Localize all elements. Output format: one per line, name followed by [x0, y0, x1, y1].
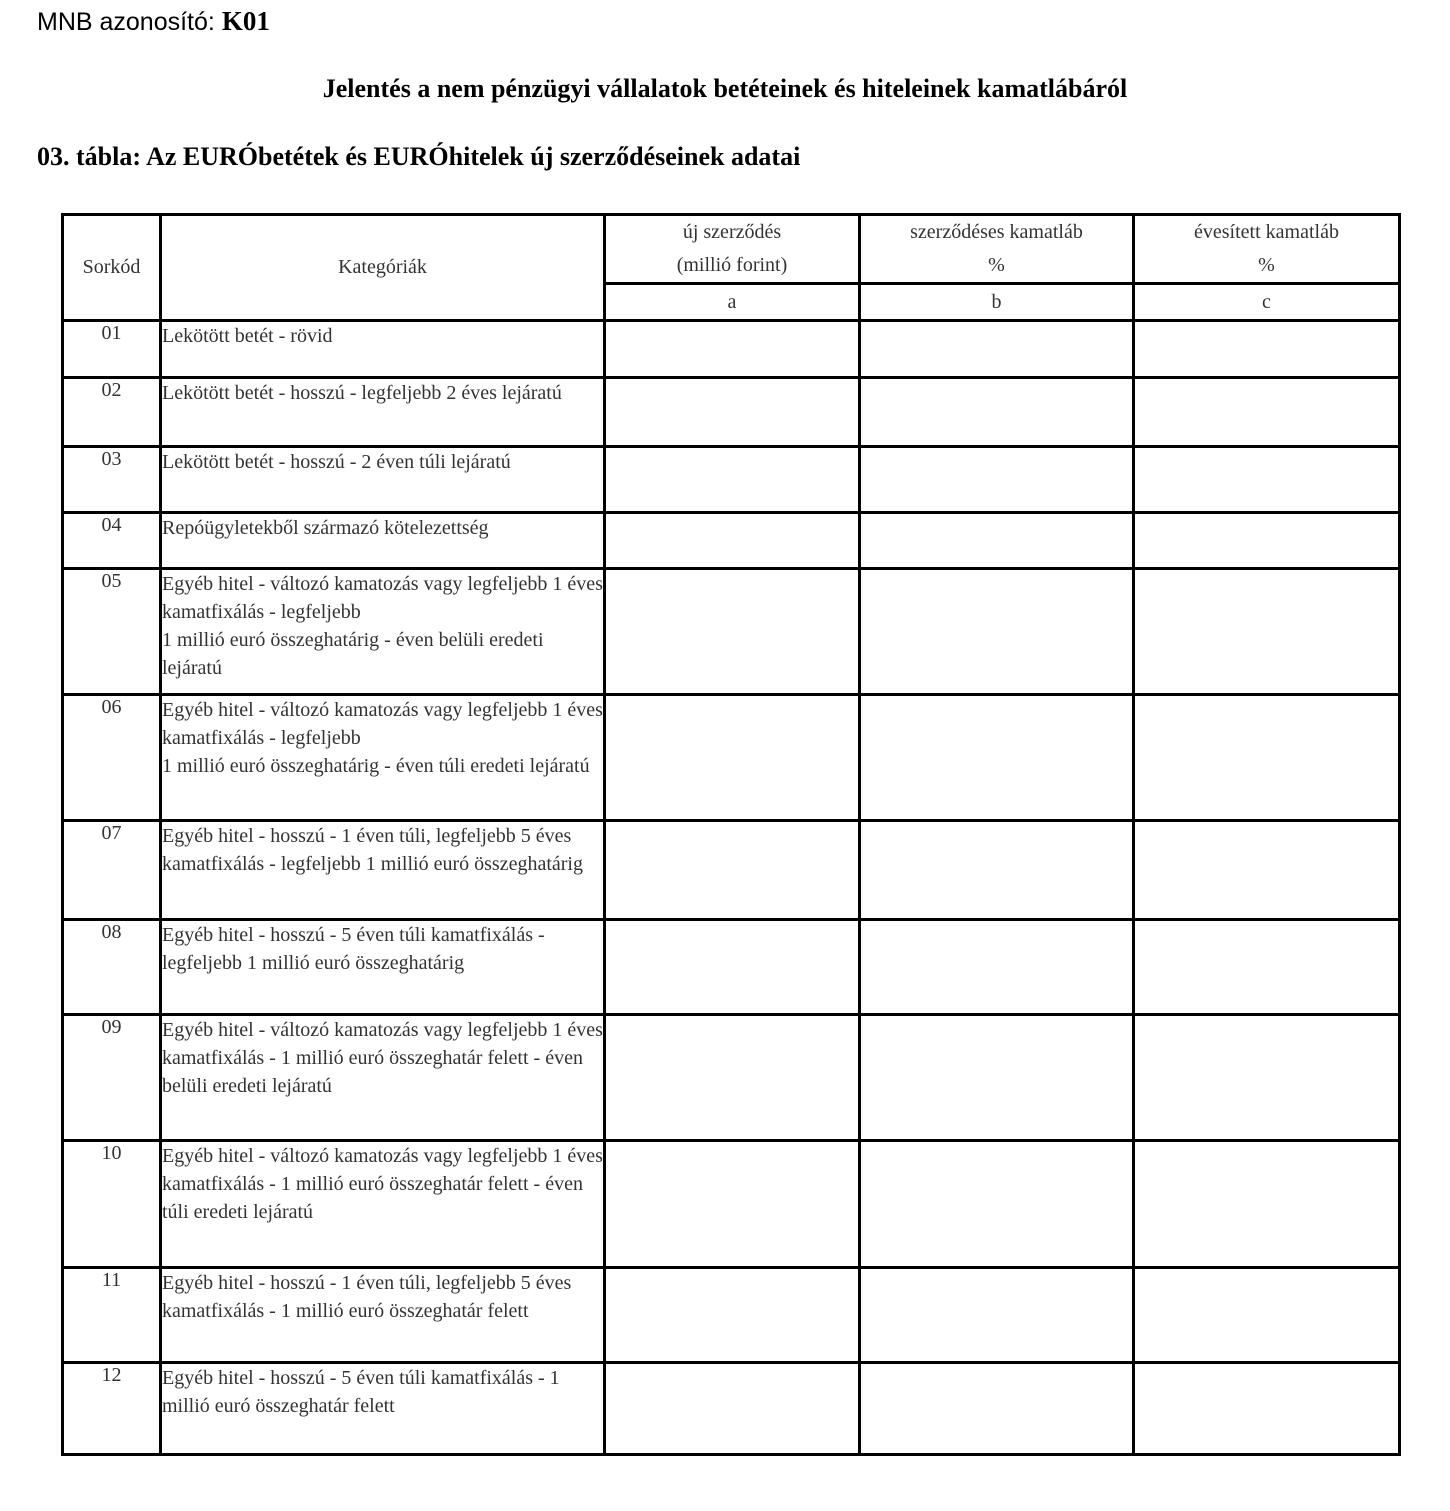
cell-annual-rate[interactable] [1134, 378, 1400, 447]
row-category: Egyéb hitel - hosszú - 5 éven túli kamatfixálás - legfeljebb 1 millió euró összeghatárig [161, 920, 605, 1015]
cell-new-contract[interactable] [605, 1268, 860, 1363]
cell-new-contract[interactable] [605, 513, 860, 569]
row-category: Egyéb hitel - változó kamatozás vagy legfeljebb 1 éves kamatfixálás - legfeljebb 1 millió euró összeghatárig - éven belüli eredeti lejáratú [161, 569, 605, 695]
header-kategoriak: Kategóriák [161, 215, 605, 321]
table-row [63, 513, 1400, 569]
row-code: 06 [63, 695, 161, 821]
cell-new-contract[interactable] [605, 1141, 860, 1268]
cell-annual-rate[interactable] [1134, 1015, 1400, 1141]
cell-contract-rate[interactable] [860, 920, 1134, 1015]
mnb-id-code: K01 [221, 6, 270, 36]
row-category: Egyéb hitel - változó kamatozás vagy legfeljebb 1 éves kamatfixálás - legfeljebb 1 millió euró összeghatárig - éven túli eredeti lejáratú [161, 695, 605, 821]
table-row [63, 1015, 1400, 1141]
row-code: 03 [63, 447, 161, 513]
table-row [63, 569, 1400, 695]
table-row [63, 1141, 1400, 1268]
table-title: 03. tábla: Az EURÓbetétek és EURÓhitelek új szerződéseinek adatai [37, 142, 801, 171]
row-category: Lekötött betét - hosszú - 2 éven túli lejáratú [161, 447, 605, 513]
cell-annual-rate[interactable] [1134, 1363, 1400, 1455]
table-row [63, 378, 1400, 447]
row-code: 02 [63, 378, 161, 447]
cell-annual-rate[interactable] [1134, 321, 1400, 378]
cell-contract-rate[interactable] [860, 321, 1134, 378]
row-category: Egyéb hitel - változó kamatozás vagy legfeljebb 1 éves kamatfixálás - 1 millió euró összeghatár felett - éven túli eredeti lejáratú [161, 1141, 605, 1268]
header-annual-rate [1134, 215, 1400, 284]
cell-annual-rate[interactable] [1134, 920, 1400, 1015]
data-table [61, 213, 1401, 1456]
row-category: Egyéb hitel - hosszú - 1 éven túli, legfeljebb 5 éves kamatfixálás - legfeljebb 1 millió euró összeghatárig [161, 821, 605, 920]
cell-contract-rate[interactable] [860, 1268, 1134, 1363]
header-letter-b: b [860, 284, 1134, 321]
table-row [63, 821, 1400, 920]
cell-new-contract[interactable] [605, 1363, 860, 1455]
cell-contract-rate[interactable] [860, 569, 1134, 695]
row-category: Lekötött betét - hosszú - legfeljebb 2 éves lejáratú [161, 378, 605, 447]
cell-annual-rate[interactable] [1134, 447, 1400, 513]
cell-annual-rate[interactable] [1134, 1268, 1400, 1363]
row-category: Egyéb hitel - hosszú - 1 éven túli, legfeljebb 5 éves kamatfixálás - 1 millió euró összeghatár felett [161, 1268, 605, 1363]
cell-contract-rate[interactable] [860, 1141, 1134, 1268]
cell-annual-rate[interactable] [1134, 821, 1400, 920]
table-row [63, 1268, 1400, 1363]
table-row [63, 321, 1400, 378]
header-new-contract-title: új szerződés [682, 221, 782, 243]
cell-new-contract[interactable] [605, 920, 860, 1015]
cell-contract-rate[interactable] [860, 1363, 1134, 1455]
header-contract-rate [860, 215, 1134, 284]
cell-contract-rate[interactable] [860, 695, 1134, 821]
cell-annual-rate[interactable] [1134, 569, 1400, 695]
header-contract-rate-title: szerződéses kamatláb [910, 221, 1083, 243]
row-code: 10 [63, 1141, 161, 1268]
row-code: 09 [63, 1015, 161, 1141]
cell-contract-rate[interactable] [860, 378, 1134, 447]
row-category: Egyéb hitel - hosszú - 5 éven túli kamatfixálás - 1 millió euró összeghatár felett [161, 1363, 605, 1455]
cell-new-contract[interactable] [605, 695, 860, 821]
cell-new-contract[interactable] [605, 321, 860, 378]
row-category: Repóügyletekből származó kötelezettség [161, 513, 605, 569]
cell-annual-rate[interactable] [1134, 1141, 1400, 1268]
row-code: 04 [63, 513, 161, 569]
header-sorkod: Sorkód [63, 215, 161, 321]
report-title: Jelentés a nem pénzügyi vállalatok betéteinek és hiteleinek kamatlábáról [322, 74, 1128, 103]
cell-contract-rate[interactable] [860, 821, 1134, 920]
table-row [63, 1363, 1400, 1455]
row-code: 08 [63, 920, 161, 1015]
table-row [63, 695, 1400, 821]
cell-annual-rate[interactable] [1134, 513, 1400, 569]
row-code: 05 [63, 569, 161, 695]
mnb-id-label: MNB azonosító: [37, 8, 215, 36]
row-code: 11 [63, 1268, 161, 1363]
row-code: 12 [63, 1363, 161, 1455]
row-code: 01 [63, 321, 161, 378]
cell-annual-rate[interactable] [1134, 695, 1400, 821]
table-row [63, 447, 1400, 513]
table-row [63, 920, 1400, 1015]
header-contract-rate-unit: % [988, 254, 1005, 276]
cell-contract-rate[interactable] [860, 447, 1134, 513]
row-category: Egyéb hitel - változó kamatozás vagy legfeljebb 1 éves kamatfixálás - 1 millió euró összeghatár felett - éven belüli eredeti lejáratú [161, 1015, 605, 1141]
cell-new-contract[interactable] [605, 821, 860, 920]
header-new-contract [605, 215, 860, 284]
header-letter-a: a [605, 284, 860, 321]
header-new-contract-unit: (millió forint) [676, 254, 788, 276]
row-code: 07 [63, 821, 161, 920]
mnb-id-line [37, 6, 270, 37]
cell-new-contract[interactable] [605, 378, 860, 447]
header-annual-rate-unit: % [1258, 254, 1275, 276]
cell-new-contract[interactable] [605, 1015, 860, 1141]
cell-contract-rate[interactable] [860, 1015, 1134, 1141]
cell-new-contract[interactable] [605, 569, 860, 695]
cell-new-contract[interactable] [605, 447, 860, 513]
row-category: Lekötött betét - rövid [161, 321, 605, 378]
cell-contract-rate[interactable] [860, 513, 1134, 569]
header-annual-rate-title: évesített kamatláb [1194, 221, 1339, 243]
header-letter-c: c [1134, 284, 1400, 321]
